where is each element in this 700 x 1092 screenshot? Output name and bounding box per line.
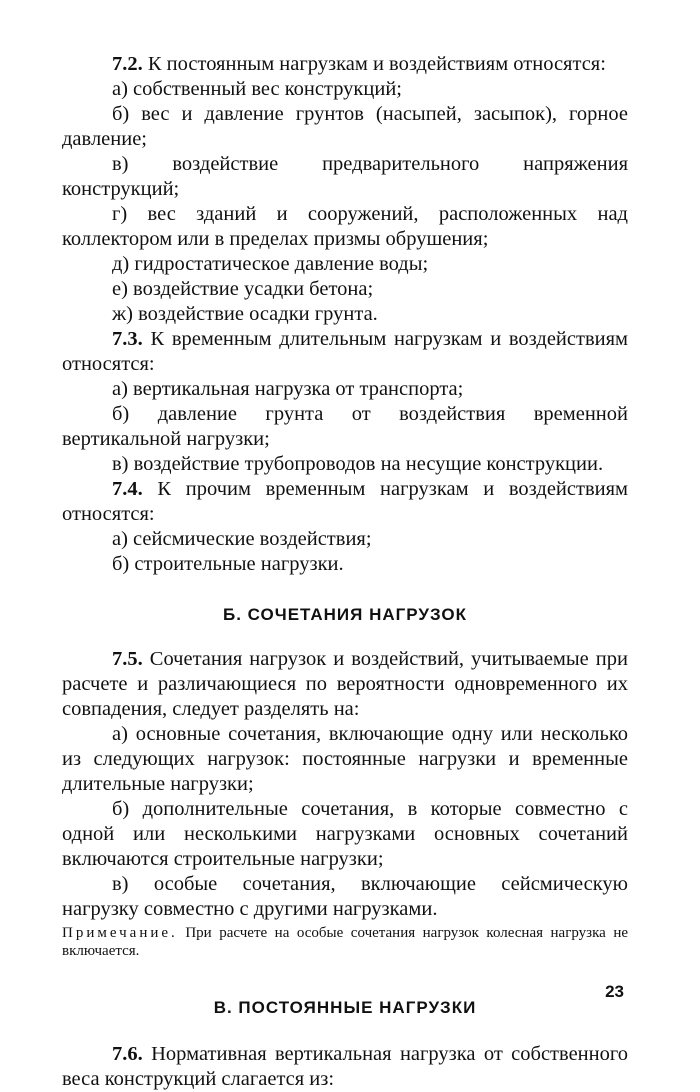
- clause-number: 7.6.: [112, 1043, 143, 1065]
- section-heading-combinations: Б. СОЧЕТАНИЯ НАГРУЗОК: [223, 605, 467, 624]
- clause-number: 7.4.: [112, 478, 143, 500]
- list-item: а) основные сочетания, включающие одну или несколько из следующих нагрузок: постоянные нагрузки и временные длительные нагрузки;: [62, 723, 628, 795]
- clause-number: 7.3.: [112, 328, 143, 350]
- list-item: ж) воздействие осадки грунта.: [112, 303, 378, 325]
- note: [62, 924, 628, 960]
- clause-lead: К прочим временным нагрузкам и воздействиям относятся:: [62, 478, 629, 525]
- list-item: е) воздействие усадки бетона;: [112, 278, 374, 300]
- clause-lead: К постоянным нагрузкам и воздействиям относятся:: [147, 53, 606, 75]
- list-item: а) вертикальная нагрузка от транспорта;: [112, 378, 464, 400]
- list-item: б) строительные нагрузки.: [112, 553, 344, 575]
- clause-number: 7.2.: [112, 53, 143, 75]
- list-item: б) дополнительные сочетания, в которые совместно с одной или несколькими нагрузками основных сочетаний включаются строительные нагрузки;: [62, 798, 628, 870]
- paragraph-7-6: [62, 1042, 628, 1092]
- clause-number: 7.5.: [112, 648, 143, 670]
- list-item: в) воздействие предварительного напряжения конструкций;: [62, 153, 628, 200]
- list-item: в) воздействие трубопроводов на несущие конструкции.: [112, 453, 604, 475]
- clause-lead: Нормативная вертикальная нагрузка от собственного веса конструкций слагается из:: [62, 1043, 629, 1090]
- page-number: 23: [605, 982, 624, 1001]
- list-item: а) собственный вес конструкций;: [112, 78, 402, 100]
- paragraph-7-2: [62, 52, 628, 77]
- clause-lead: Сочетания нагрузок и воздействий, учитываемые при расчете и различающиеся по вероятности одновременного их совпадения, следует разделять на:: [62, 648, 628, 720]
- note-label: Примечание.: [62, 925, 178, 941]
- paragraph-7-4: [62, 477, 628, 527]
- section-heading-permanent-loads: В. ПОСТОЯННЫЕ НАГРУЗКИ: [213, 998, 477, 1017]
- list-item: б) давление грунта от воздействия временной вертикальной нагрузки;: [62, 403, 628, 450]
- list-item: б) вес и давление грунтов (насыпей, засыпок), горное давление;: [62, 103, 628, 150]
- paragraph-7-3: [62, 327, 628, 377]
- paragraph-7-5: [62, 647, 628, 722]
- list-item: в) особые сочетания, включающие сейсмическую нагрузку совместно с другими нагрузками.: [62, 873, 628, 920]
- note-text: При расчете на особые сочетания нагрузок колесная нагрузка не включается.: [62, 925, 629, 959]
- clause-lead: К временным длительным нагрузкам и воздействиям относятся:: [62, 328, 628, 375]
- list-item: г) вес зданий и сооружений, расположенных над коллектором или в пределах призмы обрушения;: [62, 203, 628, 250]
- list-item: д) гидростатическое давление воды;: [112, 253, 429, 275]
- list-item: а) сейсмические воздействия;: [112, 528, 372, 550]
